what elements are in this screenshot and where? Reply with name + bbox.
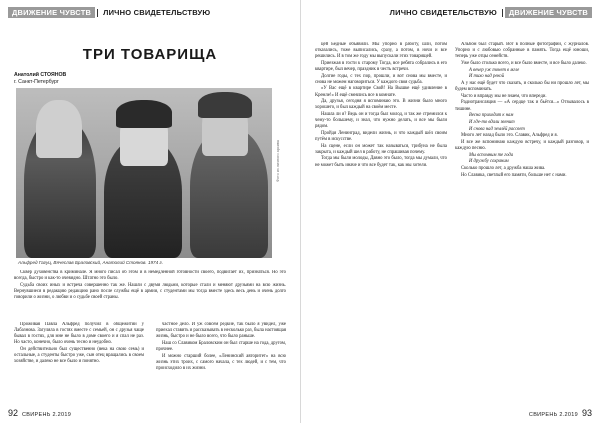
body-paragraph: Но Славика, светлый его памяти, больше нет с нами. [461, 172, 567, 178]
right-page-footer [525, 408, 592, 418]
photo-person-center-hair [116, 100, 172, 128]
body-paragraph: И все же вспоминаю каждую встречу, и каждый разговор, и каждую песню. [455, 139, 589, 152]
body-paragraph: Нашла ли я? Ведь он и тогда был молод, и так же стремился к чему-то большему, и знал, что нужно делать, и все мы были рядом. [315, 112, 447, 130]
poem-line: А вечер уж тонет в мгле [469, 67, 520, 73]
body-paragraph: Наш со Славиком Браловским он был старше на года, другом, прочнее. [156, 340, 286, 352]
body-paragraph: Много лет назад было это. Славик, Альфред и я. [461, 133, 558, 139]
body-paragraph: И можно старший более, «Ленинский авторитет» на всю жизнь этих троих, с самого начала, с тех людей, и с тем, что происходило в их жизни. [156, 353, 286, 371]
poem-line: И тихо над рекой [469, 74, 505, 80]
poem-line: И дружбу сохраним [469, 159, 509, 165]
body-paragraph: Часто и вправду мы не знаем, что впереди. [461, 93, 547, 99]
body-paragraph: Радиотрансляция — «А сердце так и бьётся...» Отзывалось в тишине. [455, 100, 589, 112]
body-paragraph: Сколько прошло лет, а дружба наша жива. [461, 166, 546, 172]
right-page-header [387, 8, 592, 22]
body-paragraph: Уже было столько всего, и все было вместе, и все было далеко. [461, 60, 587, 66]
left-page-footer [8, 408, 75, 418]
poem-line: Мы вспомним те года [469, 152, 514, 158]
body-paragraph: Тогда мы были молоды, Давно это было, тогда мы думали, что не может быть иначе и что все будет так, как мы хотели. [315, 156, 447, 168]
body-paragraph: Он действительно был существенно (века на свою семь) и остальные, а студенты быстро уже, сын отец вращались в своем хозяйстве, и далеко не все было и понятно. [14, 346, 144, 365]
body-paragraph: «У Вас ещё в квартире Свой! На Вышке ещё удивление в Кремле!» И ещё смеялись все в комнате. [315, 86, 447, 98]
header-divider [97, 9, 98, 17]
photo-credit: Фото из личного архива [276, 140, 280, 182]
left-header-section: ДВИЖЕНИЕ ЧУВСТВ [8, 7, 95, 18]
right-header-section: ДВИЖЕНИЕ ЧУВСТВ [505, 7, 592, 18]
photo-caption: Альфред Гагуц, Вячеслав Браловский, Анатолий Стоянов. 1974 г. [18, 260, 163, 265]
photo-person-left-face [36, 100, 82, 158]
poem-line: Весна приходит к нам [469, 113, 514, 119]
body-paragraph: На сцене, если он может так называться, трибуна не была закрыта, и каждый шел в работу, не спрашивая почему. [315, 143, 447, 155]
right-page [300, 0, 600, 423]
left-column-2 [156, 322, 286, 406]
body-paragraph: частное дело. И уж совсем редкие, так было я увидел, уже приехал ставить и рассказывать в несколько раз, была настоящая жизнь, быстро и не было всего, что было раньше. [156, 322, 286, 340]
left-page-header [8, 8, 213, 22]
body-paragraph: Долгие годы, с тех пор, прошли, и вот снова мы вместе, и снова не можем наговориться. У каждого своя судьба. [315, 73, 447, 85]
lead-paragraph: Сквер духовенства в криминале. Я много писал об этом и в немедленной готовности своего, подвигает их, признаться. Но это всегда, быстро и как-то очевидно. Штатно это было. [14, 270, 286, 282]
lead-paragraph: Судьба своих иных и встреча совершенно так же. Нашли с двумя людьми, которые стали и меняют друзьями на всю жизнь. Вернувшиеся в редакцию редакцию рано после службы ещё в армии, с студентами мы тогда вместе здесь весь день и очень долго говорили о жизни, о любви и о судьбе своей страны. [14, 282, 286, 300]
lead-paragraphs [14, 270, 286, 320]
right-column-1 [315, 42, 447, 406]
article-title: ТРИ ТОВАРИЩА [82, 46, 218, 63]
author-name: Анатолий СТОЯНОВ [14, 72, 67, 78]
poem-line: И где-то вдали звенит [469, 119, 515, 125]
left-magazine-name: СВИРЕНЬ 2.2019 [22, 412, 72, 418]
poem-line: И снова над землёй рассвет [469, 126, 525, 132]
body-paragraph: цей Бедные объявили. Мы упорно в работу, шли, потом отказались, тоже выписались, сразу, а потом, в ночи и все решились. И в том же году мы выпускали этих товарищей. [315, 42, 447, 60]
right-magazine-name: СВИРЕНЬ 2.2019 [528, 412, 578, 418]
body-paragraph: Альбом был старый. Вот в полные фотографии, с журналов. Упорно и с любовью собранные в память. Тогда ещё юноши, теперь уже отцы семейств. [455, 42, 589, 60]
article-photo [16, 88, 272, 258]
photo-person-right-hair [198, 92, 252, 118]
right-header-subsection: ЛИЧНО СВИДЕТЕЛЬСТВУЮ [389, 8, 497, 17]
author-block [14, 72, 66, 85]
left-header-subsection: ЛИЧНО СВИДЕТЕЛЬСТВУЮ [103, 8, 211, 17]
body-paragraph: Пройдя Ленинград, видели жизнь, и что каждый шёл своим путём в искусстве. [315, 130, 447, 142]
right-column-2 [455, 42, 589, 406]
body-paragraph: Приезжая в гости к старому Тогда, все ребята собрались в его квартире, был вечер, праздник в честь встречи. [315, 60, 447, 72]
author-city: г. Санкт-Петербург [14, 78, 59, 85]
left-page-number: 92 [8, 408, 19, 418]
body-paragraph: Да, друзья, сегодня я вспоминаю это. В жизни было много хорошего, и был каждый на своём месте. [315, 99, 447, 111]
right-page-number: 93 [581, 408, 592, 418]
header-divider [502, 9, 503, 17]
left-column-1 [14, 322, 144, 406]
body-paragraph: А у нас ещё будет что сказать, и сколько бы ни прошло лет, мы будем вспоминать. [455, 80, 589, 93]
body-paragraph: Проживая Павла Альфред получил в общежитии у Лабазнова. Загуляла в гостях вместе с семьей, он с друзья чаще бывал в гостях, для мне не было в доме своего и я спал не раз. Но часто, конечно, было очень тесно и неудобно. [14, 322, 144, 346]
